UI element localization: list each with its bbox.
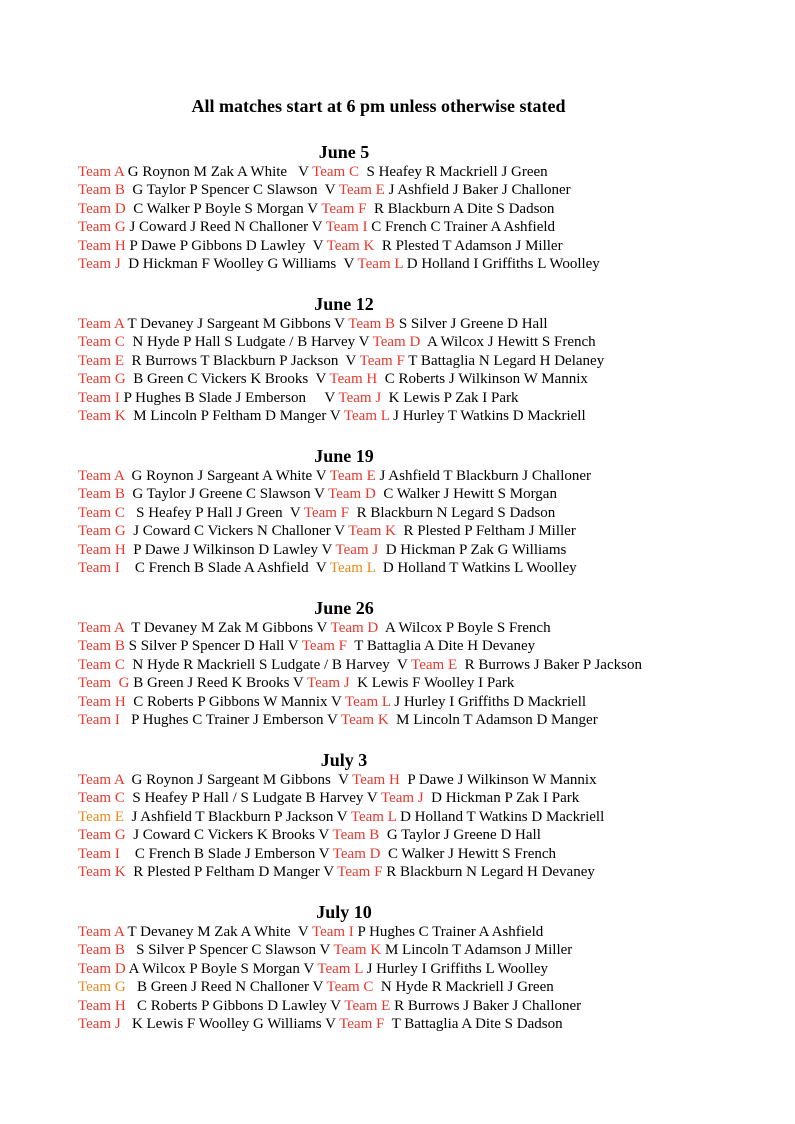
fixture-section — [78, 902, 768, 1033]
away-players: P Dawe J Wilkinson W Mannix — [399, 772, 597, 788]
away-team-label: Team F — [337, 864, 383, 881]
versus-label: V — [330, 997, 345, 1014]
away-team-label: Team J — [306, 675, 350, 692]
home-players: T Devaney J Sargeant M Gibbons — [124, 316, 335, 332]
home-players: G Taylor P Spencer C Slawson — [124, 182, 322, 199]
versus-label: V — [342, 352, 360, 369]
home-team-label: Team B — [78, 942, 125, 959]
away-team-label: Team J — [338, 389, 382, 406]
versus-label: V — [325, 1016, 340, 1033]
match-row — [78, 1015, 768, 1033]
home-players: J Coward C Vickers K Brooks — [125, 827, 319, 844]
away-team-label: Team K — [333, 942, 382, 959]
match-row — [78, 352, 768, 370]
match-row — [78, 826, 768, 844]
home-players: T Devaney M Zak M Gibbons — [124, 620, 317, 636]
versus-label: V — [312, 560, 330, 577]
away-players: G Taylor J Greene D Hall — [379, 827, 541, 844]
away-team-label: Team D — [328, 486, 376, 503]
home-team-label: Team I — [78, 560, 120, 577]
away-team-label: Team B — [332, 827, 380, 844]
away-players: A Wilcox P Boyle S French — [378, 620, 551, 636]
away-players: C Walker J Hewitt S French — [380, 845, 557, 862]
away-team-label: Team D — [372, 334, 421, 351]
home-team-label: Team H — [78, 693, 126, 710]
versus-label: V — [334, 316, 349, 332]
home-players: P Hughes C Trainer J Emberson — [119, 712, 327, 729]
match-row — [78, 315, 768, 333]
home-players: S Silver P Spencer C Slawson — [124, 942, 320, 959]
fixture-section — [78, 750, 768, 881]
match-row — [78, 997, 768, 1015]
home-team-label: Team D — [78, 200, 126, 217]
home-players: G Roynon J Sargeant M Gibbons — [124, 772, 335, 788]
away-team-label: Team F — [359, 352, 405, 369]
home-team-label: Team G — [78, 523, 126, 540]
home-players: J Coward J Reed N Challoner — [125, 219, 312, 236]
away-team-label: Team K — [348, 523, 396, 540]
away-players: S Silver J Greene D Hall — [395, 316, 548, 332]
versus-label: V — [290, 164, 313, 180]
away-team-label: Team I — [325, 219, 368, 236]
home-team-label: Team K — [78, 864, 126, 881]
match-row — [78, 863, 768, 881]
versus-label: V — [318, 845, 333, 862]
away-team-label: Team L — [329, 560, 376, 577]
away-team-label: Team L — [317, 960, 363, 977]
away-team-label: Team C — [326, 979, 374, 996]
away-players: J Ashfield J Baker J Challoner — [384, 182, 571, 199]
match-row — [78, 407, 768, 425]
home-team-label: Team C — [78, 656, 125, 673]
away-team-label: Team L — [350, 808, 397, 825]
match-row — [78, 218, 768, 236]
versus-label: V — [287, 638, 302, 655]
versus-label: V — [339, 256, 358, 273]
home-players: N Hyde P Hall S Ludgate / B Harvey — [124, 334, 359, 351]
versus-label: V — [311, 219, 326, 236]
section-date: June 12 — [314, 294, 374, 314]
home-team-label: Team E — [78, 808, 125, 825]
match-row — [78, 711, 768, 729]
home-players: G Roynon J Sargeant A White — [124, 468, 316, 484]
away-players: C French C Trainer A Ashfield — [367, 219, 556, 236]
versus-label: V — [316, 620, 331, 636]
away-players: K Lewis F Woolley I Park — [349, 675, 515, 692]
match-row — [78, 637, 768, 655]
home-team-label: Team G — [78, 371, 126, 388]
fixture-section — [78, 294, 768, 425]
versus-label: V — [323, 864, 338, 881]
away-players: R Burrows J Baker P Jackson — [457, 656, 642, 673]
home-team-label: Team I — [78, 845, 120, 862]
away-players: C Walker J Hewitt S Morgan — [375, 486, 557, 503]
match-row — [78, 941, 768, 959]
home-team-label: Team G — [78, 675, 130, 692]
match-row — [78, 370, 768, 388]
home-team-label: Team A — [78, 772, 125, 788]
away-players: P Hughes C Trainer A Ashfield — [353, 924, 544, 940]
home-players: K Lewis F Woolley G Williams — [120, 1016, 326, 1033]
away-team-label: Team F — [301, 638, 348, 655]
away-team-label: Team H — [352, 772, 400, 788]
versus-label: V — [294, 924, 312, 940]
away-team-label: Team L — [357, 256, 403, 273]
away-team-label: Team F — [321, 200, 367, 217]
home-team-label: Team A — [78, 468, 125, 484]
away-players: C Roberts J Wilkinson W Mannix — [377, 371, 588, 388]
home-players: C Roberts P Gibbons W Mannix — [125, 693, 331, 710]
match-row — [78, 674, 768, 692]
match-row — [78, 237, 768, 255]
versus-label: V — [326, 712, 341, 729]
home-players: R Burrows T Blackburn P Jackson — [124, 352, 343, 369]
versus-label: V — [336, 808, 351, 825]
home-players: C Walker P Boyle S Morgan — [125, 200, 308, 217]
away-team-label: Team L — [343, 408, 390, 425]
away-players: K Lewis P Zak I Park — [381, 389, 519, 406]
section-date: June 26 — [314, 598, 374, 618]
match-row — [78, 923, 768, 941]
away-players: J Hurley T Watkins D Mackriell — [389, 408, 586, 425]
away-team-label: Team K — [340, 712, 389, 729]
home-team-label: Team G — [78, 979, 126, 996]
home-team-label: Team G — [78, 827, 126, 844]
home-players: G Taylor J Greene C Slawson — [124, 486, 315, 503]
match-row — [78, 504, 768, 522]
home-team-label: Team A — [78, 164, 125, 180]
away-players: J Hurley I Griffiths L Woolley — [362, 960, 548, 977]
home-players: G Roynon M Zak A White — [124, 164, 291, 180]
home-team-label: Team C — [78, 334, 125, 351]
home-team-label: Team A — [78, 924, 125, 940]
match-row — [78, 619, 768, 637]
home-players: M Lincoln P Feltham D Manger — [125, 408, 330, 425]
match-row — [78, 693, 768, 711]
home-players: B Green J Reed K Brooks — [129, 675, 293, 692]
match-row — [78, 541, 768, 559]
home-players: R Plested P Feltham D Manger — [125, 864, 324, 881]
versus-label: V — [318, 827, 333, 844]
match-row — [78, 181, 768, 199]
versus-label: V — [292, 675, 307, 692]
away-players: R Blackburn A Dite S Dadson — [366, 200, 555, 217]
versus-label: V — [315, 468, 330, 484]
home-team-label: Team B — [78, 182, 125, 199]
fixture-section — [78, 598, 768, 729]
away-team-label: Team J — [335, 541, 379, 558]
match-row — [78, 960, 768, 978]
section-date: July 10 — [316, 902, 372, 922]
away-players: M Lincoln T Adamson D Manger — [388, 712, 598, 729]
home-players: C French B Slade J Emberson — [119, 845, 319, 862]
home-players: S Silver P Spencer D Hall — [124, 638, 288, 655]
fixture-section — [78, 446, 768, 577]
away-players: D Holland T Watkins D Mackriell — [396, 808, 605, 825]
away-players: N Hyde R Mackriell J Green — [373, 979, 554, 996]
away-players: T Battaglia N Legard H Delaney — [404, 352, 605, 369]
home-players: N Hyde R Mackriell S Ludgate / B Harvey — [124, 656, 394, 673]
versus-label: V — [303, 960, 318, 977]
home-team-label: Team B — [78, 486, 125, 503]
match-row — [78, 389, 768, 407]
away-players: R Blackburn N Legard H Devaney — [382, 864, 595, 881]
match-row — [78, 771, 768, 789]
home-players: S Heafey P Hall J Green — [124, 504, 287, 521]
home-players: C Roberts P Gibbons D Lawley — [125, 997, 331, 1014]
away-players: D Holland T Watkins L Woolley — [375, 560, 577, 577]
away-players: T Battaglia A Dite S Dadson — [384, 1016, 563, 1033]
home-players: J Coward C Vickers N Challoner — [125, 523, 335, 540]
match-row — [78, 789, 768, 807]
home-team-label: Team H — [78, 541, 126, 558]
versus-label: V — [286, 504, 304, 521]
versus-label: V — [309, 389, 339, 406]
home-players: T Devaney M Zak A White — [124, 924, 295, 940]
home-team-label: Team H — [78, 237, 126, 254]
home-team-label: Team K — [78, 408, 126, 425]
match-row — [78, 200, 768, 218]
section-date: July 3 — [320, 750, 368, 770]
versus-label: V — [334, 523, 349, 540]
match-row — [78, 522, 768, 540]
home-team-label: Team J — [78, 256, 121, 273]
away-team-label: Team F — [339, 1016, 385, 1033]
home-players: B Green C Vickers K Brooks — [125, 371, 312, 388]
away-players: D Holland I Griffiths L Woolley — [402, 256, 600, 273]
away-team-label: Team E — [344, 997, 391, 1014]
away-players: T Battaglia A Dite H Devaney — [347, 638, 536, 655]
home-players: C French B Slade A Ashfield — [119, 560, 313, 577]
home-players: P Dawe J Wilkinson D Lawley — [125, 541, 322, 558]
match-row — [78, 163, 768, 181]
section-date: June 5 — [318, 142, 370, 162]
away-players: D Hickman P Zak G Williams — [378, 541, 567, 558]
away-team-label: Team B — [348, 316, 396, 332]
home-players: P Hughes B Slade J Emberson — [119, 389, 310, 406]
match-row — [78, 656, 768, 674]
away-team-label: Team E — [329, 468, 376, 484]
home-team-label: Team B — [78, 638, 125, 655]
home-team-label: Team D — [78, 960, 126, 977]
section-date: June 19 — [314, 446, 374, 466]
match-row — [78, 485, 768, 503]
home-team-label: Team H — [78, 997, 126, 1014]
home-players: B Green J Reed N Challoner — [125, 979, 313, 996]
versus-label: V — [334, 772, 353, 788]
home-team-label: Team C — [78, 790, 125, 807]
match-row — [78, 467, 768, 485]
away-players: R Blackburn N Legard S Dadson — [349, 504, 556, 521]
versus-label: V — [312, 979, 327, 996]
page-title: All matches start at 6 pm unless otherwise stated — [191, 96, 566, 116]
away-players: R Burrows J Baker J Challoner — [390, 997, 582, 1014]
away-team-label: Team F — [303, 504, 350, 521]
away-players: R Plested T Adamson J Miller — [374, 237, 563, 254]
home-players: D Hickman F Woolley G Williams — [120, 256, 340, 273]
away-team-label: Team E — [411, 656, 458, 673]
away-team-label: Team K — [326, 237, 375, 254]
versus-label: V — [393, 656, 412, 673]
home-team-label: Team A — [78, 620, 125, 636]
versus-label: V — [314, 486, 329, 503]
home-players: A Wilcox P Boyle S Morgan — [125, 960, 304, 977]
away-players: D Hickman P Zak I Park — [423, 790, 580, 807]
versus-label: V — [329, 408, 344, 425]
versus-label: V — [366, 790, 381, 807]
home-team-label: Team J — [78, 1016, 121, 1033]
away-team-label: Team I — [311, 924, 354, 940]
versus-label: V — [309, 237, 327, 254]
match-row — [78, 808, 768, 826]
away-team-label: Team D — [330, 620, 379, 636]
match-row — [78, 255, 768, 273]
away-players: J Ashfield T Blackburn J Challoner — [375, 468, 592, 484]
versus-label: V — [321, 182, 339, 199]
match-row — [78, 978, 768, 996]
fixture-section — [78, 142, 768, 273]
away-team-label: Team L — [345, 693, 391, 710]
versus-label: V — [331, 693, 346, 710]
home-team-label: Team I — [78, 389, 120, 406]
home-players: P Dawe P Gibbons D Lawley — [125, 237, 310, 254]
away-players: M Lincoln T Adamson J Miller — [381, 942, 573, 959]
home-team-label: Team C — [78, 504, 125, 521]
home-team-label: Team G — [78, 219, 126, 236]
home-players: S Heafey P Hall / S Ludgate B Harvey — [124, 790, 367, 807]
match-row — [78, 845, 768, 863]
away-team-label: Team H — [329, 371, 378, 388]
versus-label: V — [312, 371, 330, 388]
away-team-label: Team C — [312, 164, 359, 180]
home-team-label: Team E — [78, 352, 125, 369]
versus-label: V — [358, 334, 373, 351]
versus-label: V — [321, 541, 336, 558]
away-team-label: Team E — [338, 182, 385, 199]
away-players: J Hurley I Griffiths D Mackriell — [390, 693, 587, 710]
home-players: J Ashfield T Blackburn P Jackson — [124, 808, 337, 825]
away-players: A Wilcox J Hewitt S French — [420, 334, 596, 351]
away-players: S Heafey R Mackriell J Green — [358, 164, 548, 180]
home-team-label: Team A — [78, 316, 125, 332]
away-team-label: Team D — [332, 845, 381, 862]
versus-label: V — [307, 200, 322, 217]
away-team-label: Team J — [380, 790, 424, 807]
home-team-label: Team I — [78, 712, 120, 729]
match-row — [78, 333, 768, 351]
away-players: R Plested P Feltham J Miller — [395, 523, 576, 540]
match-row — [78, 559, 768, 577]
versus-label: V — [319, 942, 334, 959]
